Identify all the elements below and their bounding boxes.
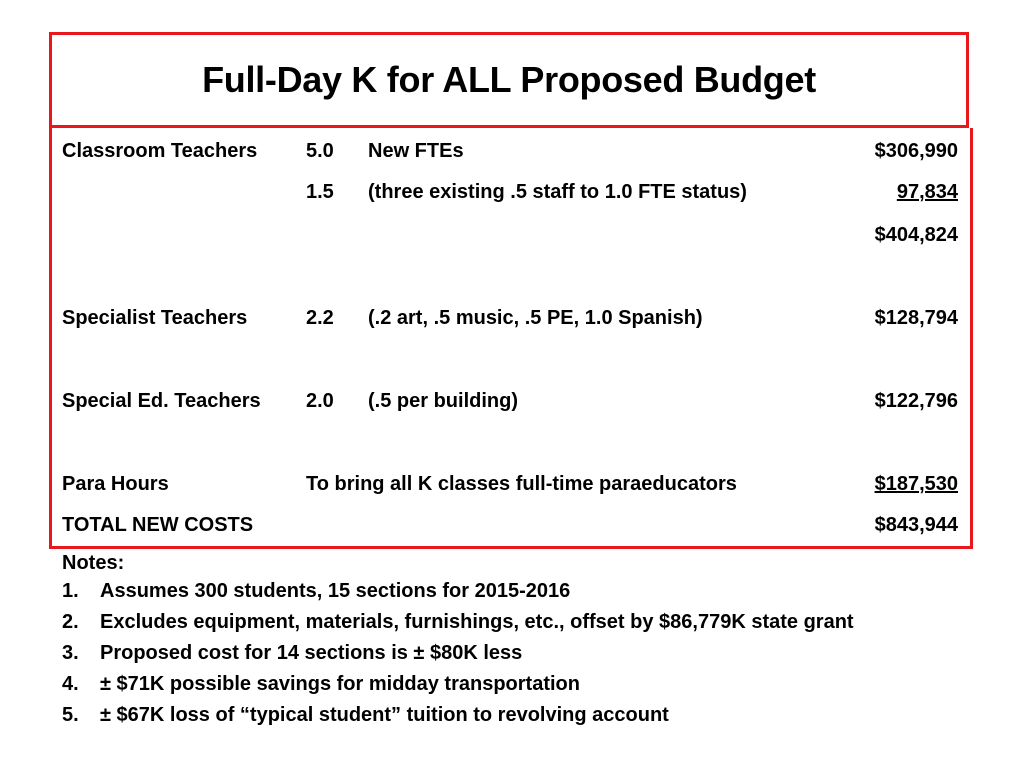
special-ed-desc: (.5 per building)	[368, 390, 518, 412]
note-text: Proposed cost for 14 sections is ± $80K less	[100, 642, 523, 664]
note-text: ± $67K loss of “typical student” tuition to revolving account	[100, 704, 669, 726]
notes-section	[62, 550, 1002, 731]
title-box	[49, 32, 969, 128]
note-number: 2.	[62, 611, 79, 633]
classroom-label: Classroom Teachers	[62, 140, 258, 162]
specialist-amount: $128,794	[874, 307, 958, 329]
note-number: 5.	[62, 704, 79, 726]
note-item	[62, 638, 1002, 669]
note-item	[62, 576, 1002, 607]
note-number: 4.	[62, 673, 79, 695]
note-number: 1.	[62, 580, 79, 602]
classroom-amount-new: $306,990	[874, 140, 958, 162]
para-amount: $187,530	[874, 473, 958, 495]
special-ed-amount: $122,796	[874, 390, 958, 412]
note-text: Excludes equipment, materials, furnishings, etc., offset by $86,779K state grant	[100, 611, 854, 633]
specialist-label: Specialist Teachers	[62, 307, 248, 329]
note-number: 3.	[62, 642, 79, 664]
classroom-desc-existing: (three existing .5 staff to 1.0 FTE status)	[368, 181, 747, 203]
notes-list	[62, 576, 1002, 731]
note-item	[62, 669, 1002, 700]
note-item	[62, 607, 1002, 638]
note-item	[62, 700, 1002, 731]
special-ed-label: Special Ed. Teachers	[62, 390, 261, 412]
budget-table	[49, 128, 973, 549]
notes-heading: Notes:	[62, 552, 125, 574]
classroom-fte-existing: 1.5	[306, 181, 334, 203]
classroom-amount-existing: 97,834	[896, 181, 958, 203]
specialist-desc: (.2 art, .5 music, .5 PE, 1.0 Spanish)	[368, 307, 703, 329]
slide-title: Full-Day K for ALL Proposed Budget	[202, 59, 816, 100]
total-label: TOTAL NEW COSTS	[62, 514, 254, 536]
para-label: Para Hours	[62, 473, 169, 495]
classroom-subtotal: $404,824	[874, 224, 958, 246]
para-desc: To bring all K classes full-time paraeducators	[306, 473, 737, 495]
note-text: Assumes 300 students, 15 sections for 2015-2016	[100, 580, 571, 602]
specialist-fte: 2.2	[306, 307, 334, 329]
classroom-desc-new: New FTEs	[368, 140, 464, 162]
note-text: ± $71K possible savings for midday transportation	[100, 673, 580, 695]
special-ed-fte: 2.0	[306, 390, 334, 412]
total-amount: $843,944	[874, 514, 958, 536]
classroom-fte-new: 5.0	[306, 140, 334, 162]
